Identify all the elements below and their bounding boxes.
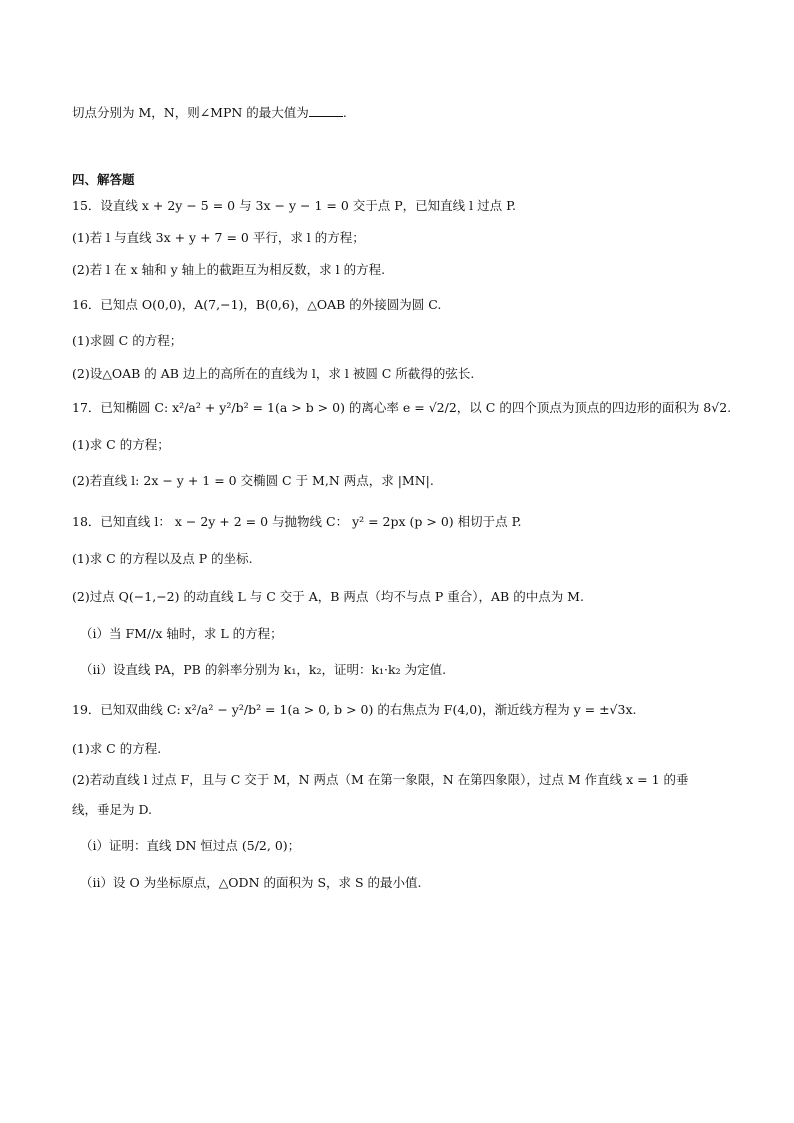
question-19-part-2-ii: （ii）设 O 为坐标原点，△ODN 的面积为 S，求 S 的最小值. [80, 875, 422, 890]
question-19-part-1: (1)求 C 的方程. [72, 741, 162, 756]
question-15-part-2: (2)若 l 在 x 轴和 y 轴上的截距互为相反数，求 l 的方程. [72, 262, 386, 277]
question-18-part-2: (2)过点 Q(−1,−2) 的动直线 L 与 C 交于 A，B 两点（均不与点 P 重合），AB 的中点为 M. [72, 589, 584, 604]
question-16-part-2: (2)设△OAB 的 AB 边上的高所在的直线为 l，求 l 被圆 C 所截得的弦长. [72, 366, 475, 381]
question-17-part-2: (2)若直线 l: 2x − y + 1 = 0 交椭圆 C 于 M,N 两点，求 |MN|. [72, 473, 434, 488]
question-16-part-1: (1)求圆 C 的方程； [72, 333, 183, 348]
question-15-part-1: (1)若 l 与直线 3x + y + 7 = 0 平行，求 l 的方程； [72, 230, 365, 245]
question-17-part-1: (1)求 C 的方程； [72, 437, 170, 452]
question-16: 16．已知点 O(0,0)，A(7,−1)，B(0,6)，△OAB 的外接圆为圆 C. [72, 297, 442, 312]
question-19-part-2-i: （i）证明：直线 DN 恒过点 (5/2, 0)； [80, 838, 301, 853]
question-17: 17．已知椭圆 C: x²/a² + y²/b² = 1(a > b > 0) 的离心率 e = √2/2，以 C 的四个顶点为顶点的四边形的面积为 8√2. [72, 400, 732, 415]
question-18-part-1: (1)求 C 的方程以及点 P 的坐标. [72, 551, 253, 566]
answer-blank [309, 104, 343, 117]
question-18-part-2-i: （i）当 FM//x 轴时，求 L 的方程； [80, 626, 283, 641]
question-18-part-2-ii: （ii）设直线 PA，PB 的斜率分别为 k₁，k₂，证明：k₁·k₂ 为定值. [80, 662, 447, 677]
question-19-part-2-cont: 线，垂足为 D. [72, 802, 153, 817]
question-19: 19．已知双曲线 C: x²/a² − y²/b² = 1(a > 0, b > 0) 的右焦点为 F(4,0)，渐近线方程为 y = ±√3x. [72, 702, 637, 717]
text-segment: 切点分别为 M，N，则∠MPN 的最大值为 [72, 105, 309, 120]
question-19-part-2: (2)若动直线 l 过点 F，且与 C 交于 M，N 两点（M 在第一象限，N 在第四象限），过点 M 作直线 x = 1 的垂 [72, 772, 689, 787]
text-segment: . [342, 105, 347, 120]
line-prev-question-end [72, 104, 722, 121]
question-15: 15．设直线 x + 2y − 5 = 0 与 3x − y − 1 = 0 交于点 P，已知直线 l 过点 P. [72, 198, 516, 213]
question-18: 18．已知直线 l： x − 2y + 2 = 0 与抛物线 C： y² = 2px (p > 0) 相切于点 P. [72, 514, 522, 529]
section-heading: 四、解答题 [72, 172, 135, 187]
